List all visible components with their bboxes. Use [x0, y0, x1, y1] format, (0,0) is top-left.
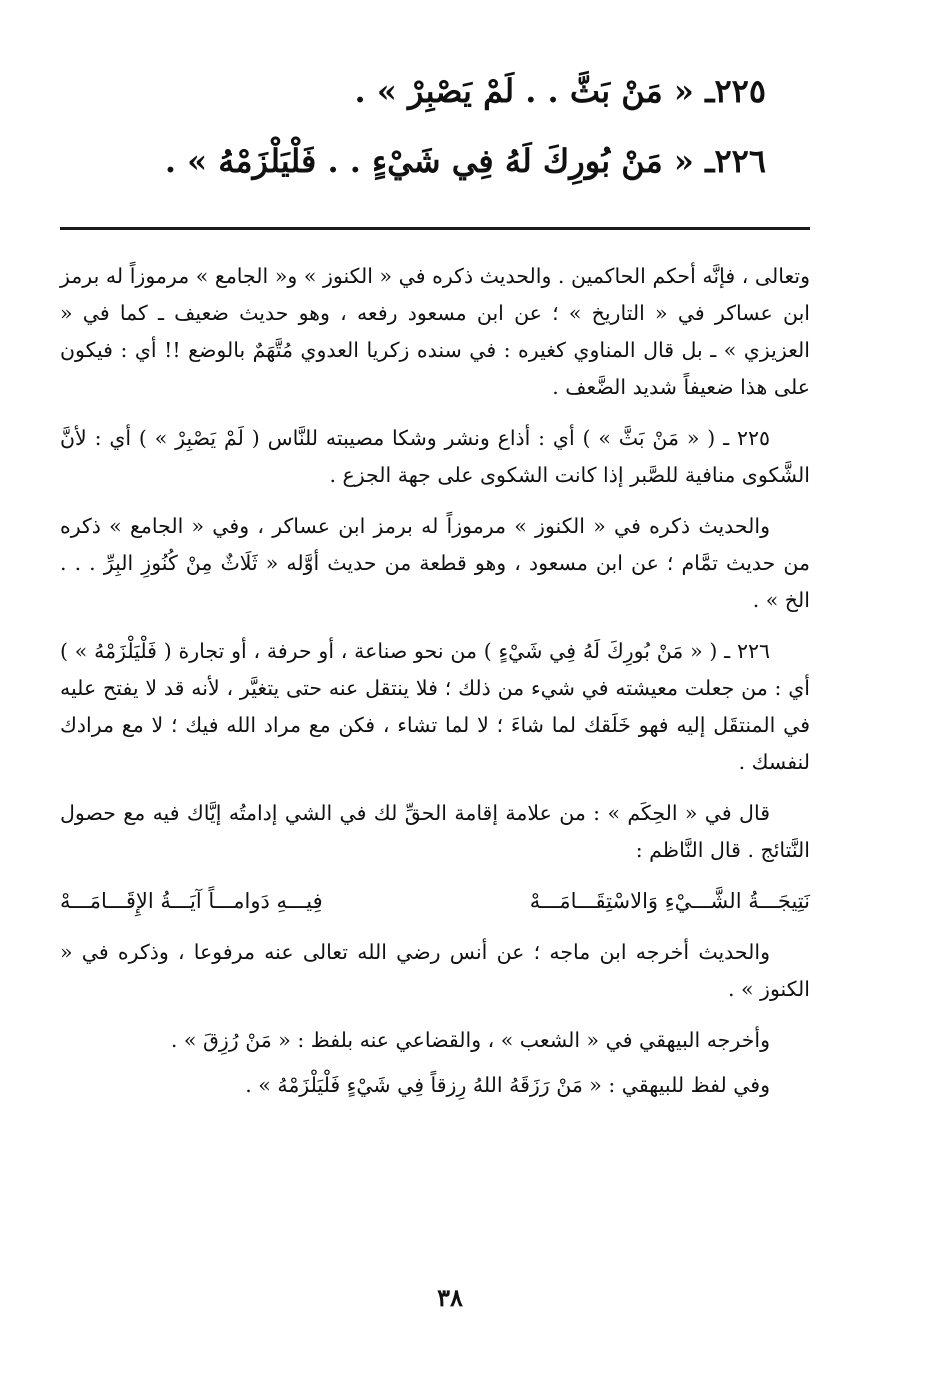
commentary-section [60, 258, 810, 1112]
commentary-paragraph: ٢٢٥ ـ ( « مَنْ بَثَّ » ) أي : أذاع ونشر وشكا مصيبته للنَّاس ( لَمْ يَصْبِرْ » ) أي : لأنَّ الشَّكوى منافية للصَّبر إذا كانت الشكوى على جهة الجزع . [60, 426, 810, 487]
hadith-text-225: ٢٢٥ـ « مَنْ بَثَّ . . لَمْ يَصْبِرْ » . [354, 72, 766, 110]
verse-second-hemistich: فِيـــهِ دَوامـــاً آيَـــةُ الإِقَـــامَـــهْ [60, 889, 323, 913]
commentary-paragraph: وفي لفظ للبيهقي : « مَنْ رَزَقَهُ اللهُ رِزقاً فِي شَيْءٍ فَلْيَلْزَمْهُ » . [245, 1073, 770, 1097]
commentary-paragraph: والحديث أخرجه ابن ماجه ؛ عن أنس رضي الله تعالى عنه مرفوعا ، وذكره في « الكنوز » . [60, 940, 810, 1001]
commentary-paragraph: قال في « الحِكَم » : من علامة إقامة الحقِّ لك في الشي إدامتُه إيَّاك فيه مع حصول النَّتائج . قال النَّاظم : [60, 801, 810, 862]
hadith-text-226: ٢٢٦ـ « مَنْ بُورِكَ لَهُ فِي شَيْءٍ . . فَلْيَلْزَمْهُ » . [164, 142, 766, 180]
page-number: ٣٨ [437, 1283, 463, 1312]
commentary-paragraph: وتعالى ، فإنَّه أحكم الحاكمين . والحديث ذكره في « الكنوز » و« الجامع » مرموزاً له برمز ابن عساكر في « التاريخ » ؛ عن ابن مسعود رفعه ، وهو حديث ضعيف ـ كما في « العزيزي » ـ بل قال المناوي كغيره : في سنده زكريا العدوي مُتَّهَمٌ بالوضع !! أي : فيكون على هذا ضعيفاً شديد الضَّعف . [60, 264, 810, 399]
footnote-divider [60, 227, 810, 230]
poetry-verse [60, 883, 810, 920]
verse-first-hemistich: نَتِيجَـــةُ الشَّـــيْءِ وَالاسْتِقَـــامَـــهْ [529, 889, 810, 913]
commentary-paragraph: والحديث ذكره في « الكنوز » مرموزاً له برمز ابن عساكر ، وفي « الجامع » ذكره من حديث تمَّام ؛ عن ابن مسعود ، وهو قطعة من حديث أوَّله « ثَلَاثٌ مِنْ كُنُوزِ البِرِّ . . . الخ » . [60, 514, 810, 612]
commentary-paragraph: وأخرجه البيهقي في « الشعب » ، والقضاعي عنه بلفظ : « مَنْ رُزِقَ » . [170, 1028, 770, 1052]
commentary-paragraph: ٢٢٦ ـ ( « مَنْ بُورِكَ لَهُ فِي شَيْءٍ ) من نحو صناعة ، أو حرفة ، أو تجارة ( فَلْيَلْزَمْهُ » ) أي : من جعلت معيشته في شيء من ذلك ؛ فلا ينتقل عنه حتى يتغيَّر ، لأنه قد لا يفتح عليه في المنتقَل إليه فهو خَلَقك لما شاءَ ؛ لا لما تشاء ، فكن مع مراد الله فيك ؛ لا مع مرادك لنفسك . [60, 639, 810, 774]
